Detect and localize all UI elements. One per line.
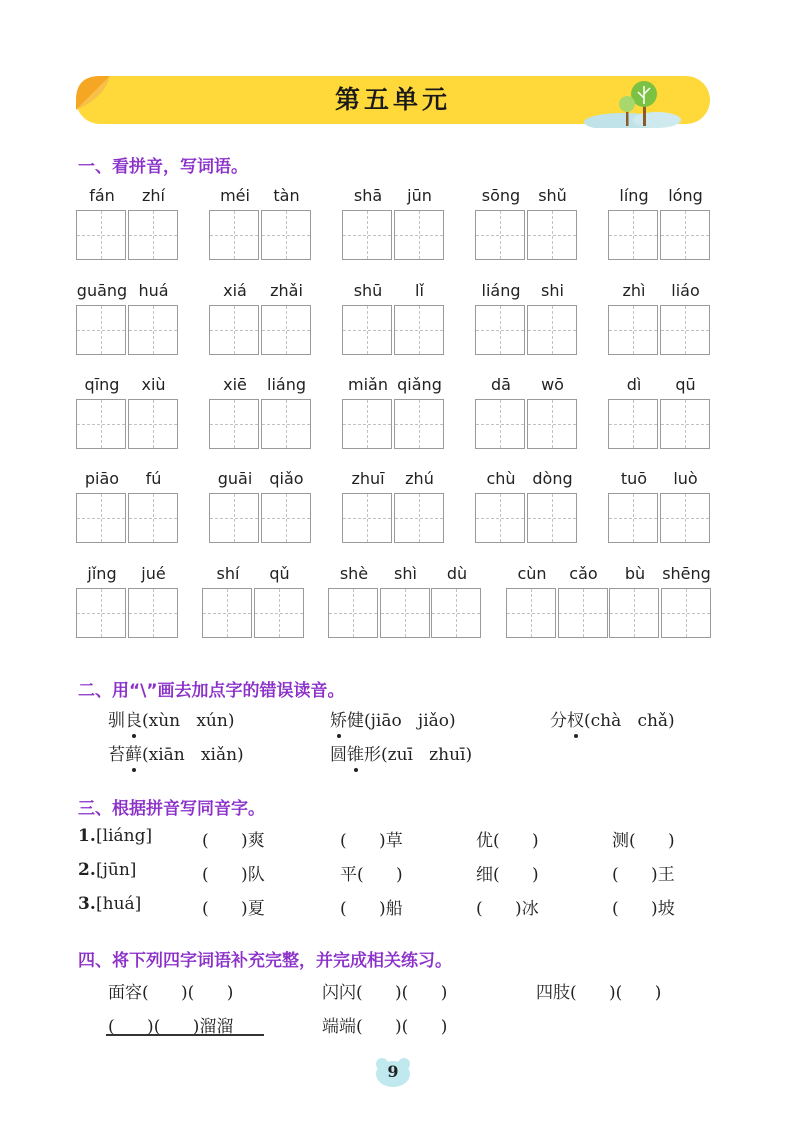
pinyin-syllable: qīng (84, 375, 120, 394)
pinyin-syllable: zhuī (351, 469, 385, 488)
writing-cell[interactable] (558, 588, 608, 638)
pinyin-syllable: jué (141, 564, 166, 583)
writing-cell[interactable] (128, 305, 178, 355)
pinyin-syllable: qū (675, 375, 696, 394)
writing-cell[interactable] (475, 493, 525, 543)
pinyin-syllable: cùn (517, 564, 547, 583)
pinyin-syllable: piāo (84, 469, 120, 488)
writing-cell[interactable] (527, 210, 577, 260)
row-number: 2. (78, 860, 96, 880)
pinyin-syllable: wō (541, 375, 564, 394)
pinyin-syllable: shi (541, 281, 564, 300)
writing-cell[interactable] (209, 210, 259, 260)
pinyin-syllable: zhú (405, 469, 434, 488)
writing-cell[interactable] (254, 588, 304, 638)
pinyin-syllable: luò (673, 469, 698, 488)
blank-item: 细( ) (476, 865, 539, 885)
blank-item: 测( ) (612, 831, 675, 851)
writing-cell[interactable] (128, 210, 178, 260)
writing-cell[interactable] (76, 210, 126, 260)
pinyin-syllable: xiá (223, 281, 247, 300)
writing-cell[interactable] (261, 305, 311, 355)
writing-cell[interactable] (475, 399, 525, 449)
blank-item: 平( ) (340, 865, 403, 885)
pinyin-syllable: líng (619, 186, 649, 205)
writing-cell[interactable] (661, 588, 711, 638)
writing-cell[interactable] (76, 399, 126, 449)
pinyin-syllable: liáng (267, 375, 306, 394)
pinyin-syllable: qiǎng (397, 375, 442, 394)
writing-cell[interactable] (608, 399, 658, 449)
writing-cell[interactable] (431, 588, 481, 638)
pinyin-syllable: jǐng (87, 564, 117, 583)
writing-cell[interactable] (660, 305, 710, 355)
pinyin-syllable: liáo (671, 281, 700, 300)
pinyin-syllable: miǎn (348, 375, 388, 394)
writing-cell[interactable] (609, 588, 659, 638)
idiom-underline (106, 1034, 264, 1036)
pinyin-syllable: dì (626, 375, 642, 394)
section2-item: 苔藓(xiān xiǎn) (108, 740, 244, 765)
blank-item: ( )夏 (202, 899, 265, 919)
pinyin-syllable: fú (145, 469, 162, 488)
blank-item: ( )队 (202, 865, 265, 885)
pinyin-syllable: lǐ (415, 281, 424, 300)
pinyin-syllable: fán (89, 186, 115, 205)
section4-heading: 四、将下列四字词语补充完整，并完成相关练习。 (78, 951, 452, 971)
pinyin-syllable: zhí (142, 186, 165, 205)
section3-heading: 三、根据拼音写同音字。 (78, 799, 265, 819)
pinyin-syllable: huá (138, 281, 169, 300)
pinyin-syllable: bù (624, 564, 646, 583)
idiom-item: 闪闪( )( ) (322, 983, 448, 1003)
writing-cell[interactable] (475, 210, 525, 260)
writing-cell[interactable] (128, 399, 178, 449)
pinyin-syllable: cǎo (569, 564, 598, 583)
writing-cell[interactable] (128, 588, 178, 638)
pinyin-syllable: guāng (76, 281, 128, 300)
pinyin-syllable: shǔ (538, 186, 567, 205)
writing-cell[interactable] (475, 305, 525, 355)
writing-cell[interactable] (342, 210, 392, 260)
writing-cell[interactable] (608, 305, 658, 355)
writing-cell[interactable] (660, 210, 710, 260)
blank-item: ( )冰 (476, 899, 539, 919)
pinyin-syllable: shū (353, 281, 383, 300)
row-pinyin: [huá] (96, 894, 142, 914)
pinyin-syllable: xiù (141, 375, 166, 394)
writing-cell[interactable] (342, 305, 392, 355)
pinyin-syllable: dòng (532, 469, 573, 488)
writing-cell[interactable] (209, 493, 259, 543)
idiom-item: 端端( )( ) (322, 1017, 448, 1037)
writing-cell[interactable] (394, 399, 444, 449)
section1-heading: 一、看拼音，写词语。 (78, 157, 248, 177)
blank-item: 优( ) (476, 831, 539, 851)
pinyin-syllable: lóng (668, 186, 703, 205)
pinyin-syllable: qiǎo (269, 469, 304, 488)
writing-cell[interactable] (209, 305, 259, 355)
writing-cell[interactable] (202, 588, 252, 638)
writing-cell[interactable] (527, 493, 577, 543)
writing-cell[interactable] (261, 493, 311, 543)
section2-item: 圆锥形(zuī zhuī) (330, 740, 472, 765)
idiom-item: ( )( )溜溜 (108, 1017, 234, 1037)
pinyin-syllable: shè (339, 564, 369, 583)
writing-cell[interactable] (608, 210, 658, 260)
pinyin-syllable: zhì (622, 281, 646, 300)
row-number: 1. (78, 826, 96, 846)
page-number: 9 (387, 1062, 399, 1081)
writing-cell[interactable] (394, 305, 444, 355)
blank-item: ( )草 (340, 831, 403, 851)
writing-cell[interactable] (76, 305, 126, 355)
writing-cell[interactable] (76, 588, 126, 638)
pinyin-syllable: chù (486, 469, 516, 488)
pinyin-syllable: zhǎi (270, 281, 303, 300)
writing-cell[interactable] (76, 493, 126, 543)
idiom-item: 面容( )( ) (108, 983, 234, 1003)
writing-cell[interactable] (527, 399, 577, 449)
pinyin-syllable: tuō (620, 469, 648, 488)
section2-item: 矫健(jiāo jiǎo) (330, 706, 456, 731)
pinyin-syllable: jūn (407, 186, 432, 205)
writing-cell[interactable] (660, 399, 710, 449)
writing-cell[interactable] (506, 588, 556, 638)
writing-cell[interactable] (380, 588, 430, 638)
section2-item: 驯良(xùn xún) (108, 706, 234, 731)
writing-cell[interactable] (342, 493, 392, 543)
pinyin-syllable: qǔ (269, 564, 290, 583)
unit-title: 第五单元 (334, 85, 451, 114)
blank-item: ( )坡 (612, 899, 675, 919)
pinyin-syllable: shì (394, 564, 417, 583)
section2-heading: 二、用“\”画去加点字的错误读音。 (78, 681, 345, 701)
writing-cell[interactable] (328, 588, 378, 638)
tree-landscape-icon (582, 80, 682, 128)
pinyin-syllable: xiē (223, 375, 247, 394)
row-pinyin: [liáng] (96, 826, 153, 846)
pinyin-syllable: dā (491, 375, 511, 394)
writing-cell[interactable] (660, 493, 710, 543)
writing-cell[interactable] (209, 399, 259, 449)
pinyin-syllable: shēng (662, 564, 711, 583)
pinyin-syllable: tàn (273, 186, 300, 205)
writing-cell[interactable] (527, 305, 577, 355)
writing-cell[interactable] (394, 210, 444, 260)
idiom-item: 四肢( )( ) (536, 983, 662, 1003)
pinyin-syllable: méi (220, 186, 250, 205)
pinyin-syllable: dù (446, 564, 468, 583)
pinyin-syllable: shā (353, 186, 383, 205)
pinyin-syllable: sōng (481, 186, 521, 205)
pinyin-syllable: guāi (217, 469, 253, 488)
blank-item: ( )王 (612, 865, 675, 885)
folded-corner-icon (76, 76, 110, 110)
writing-cell[interactable] (608, 493, 658, 543)
writing-cell[interactable] (261, 210, 311, 260)
blank-item: ( )爽 (202, 831, 265, 851)
pinyin-syllable: shí (216, 564, 240, 583)
writing-cell[interactable] (342, 399, 392, 449)
pinyin-syllable: liáng (481, 281, 521, 300)
writing-cell[interactable] (394, 493, 444, 543)
blank-item: ( )船 (340, 899, 403, 919)
row-pinyin: [jūn] (96, 860, 137, 880)
row-number: 3. (78, 894, 96, 914)
writing-cell[interactable] (128, 493, 178, 543)
writing-cell[interactable] (261, 399, 311, 449)
section2-item: 分杈(chà chǎ) (550, 706, 675, 731)
